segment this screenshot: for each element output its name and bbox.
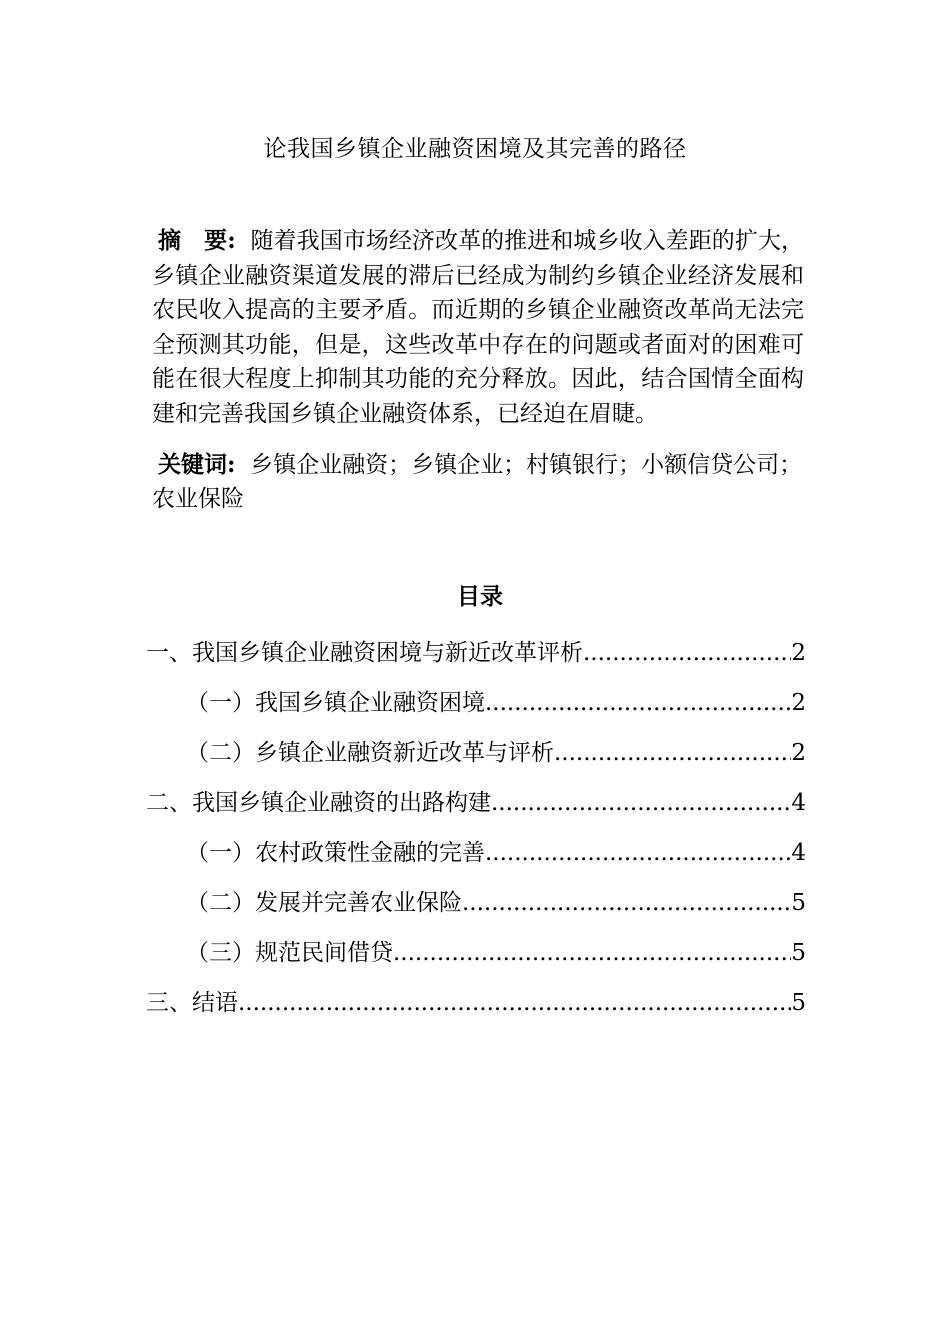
toc-entry-text: 三、结语 xyxy=(146,990,238,1016)
toc-entry-text: （三）规范民间借贷 xyxy=(186,940,393,966)
keywords-label: 关键词: xyxy=(158,451,236,478)
document-title: 论我国乡镇企业融资困境及其完善的路径 xyxy=(263,136,687,162)
abstract-label: 摘 要: xyxy=(158,227,236,254)
toc-leader-dots xyxy=(583,636,791,670)
toc-entry-page: 5 xyxy=(791,990,806,1016)
toc-leader-dots xyxy=(485,686,791,720)
toc-entry-page: 4 xyxy=(791,840,806,866)
toc-entry-text: 一、我国乡镇企业融资困境与新近改革评析 xyxy=(146,640,583,666)
toc-entry-text: （二）乡镇企业融资新近改革与评析 xyxy=(186,740,554,766)
toc-entry-1[interactable] xyxy=(146,636,806,686)
toc-entry-text: （一）我国乡镇企业融资困境 xyxy=(186,690,485,716)
toc-entry-2-1[interactable] xyxy=(146,836,806,886)
toc-entry-text: （一）农村政策性金融的完善 xyxy=(186,840,485,866)
toc-leader-dots xyxy=(485,836,791,870)
toc-entry-text: （二）发展并完善农业保险 xyxy=(186,890,462,916)
toc-entry-text: 二、我国乡镇企业融资的出路构建 xyxy=(146,790,491,816)
keywords-text: 乡镇企业融资；乡镇企业；村镇银行；小额信贷公司；农业保险 xyxy=(152,452,803,512)
abstract-text: 随着我国市场经济改革的推进和城乡收入差距的扩大，乡镇企业融资渠道发展的滞后已经成为制约乡镇企业经济发展和农民收入提高的主要矛盾。而近期的乡镇企业融资改革尚无法完全预测其功能，但是，这些改革中存在的问题或者面对的困难可能在很大程度上抑制其功能的充分释放。因此，结合国情全面构建和完善我国乡镇企业融资体系，已经迫在眉睫。 xyxy=(152,228,805,427)
toc-entry-1-2[interactable] xyxy=(146,736,806,786)
toc-entry-page: 2 xyxy=(791,640,806,666)
abstract-paragraph xyxy=(152,224,804,431)
toc-leader-dots xyxy=(238,986,791,1020)
toc-entry-page: 2 xyxy=(791,740,806,766)
toc-leader-dots xyxy=(491,786,791,820)
toc-heading: 目录 xyxy=(457,583,503,610)
toc-entry-2-2[interactable] xyxy=(146,886,806,936)
table-of-contents xyxy=(146,636,806,1036)
toc-entry-page: 5 xyxy=(791,890,806,916)
toc-entry-2[interactable] xyxy=(146,786,806,836)
toc-entry-3[interactable] xyxy=(146,986,806,1036)
toc-entry-1-1[interactable] xyxy=(146,686,806,736)
toc-leader-dots xyxy=(462,886,791,920)
toc-entry-page: 2 xyxy=(791,690,806,716)
toc-entry-2-3[interactable] xyxy=(146,936,806,986)
toc-entry-page: 4 xyxy=(791,790,806,816)
toc-leader-dots xyxy=(554,736,791,770)
keywords-paragraph xyxy=(152,448,804,516)
toc-leader-dots xyxy=(393,936,791,970)
toc-entry-page: 5 xyxy=(791,940,806,966)
